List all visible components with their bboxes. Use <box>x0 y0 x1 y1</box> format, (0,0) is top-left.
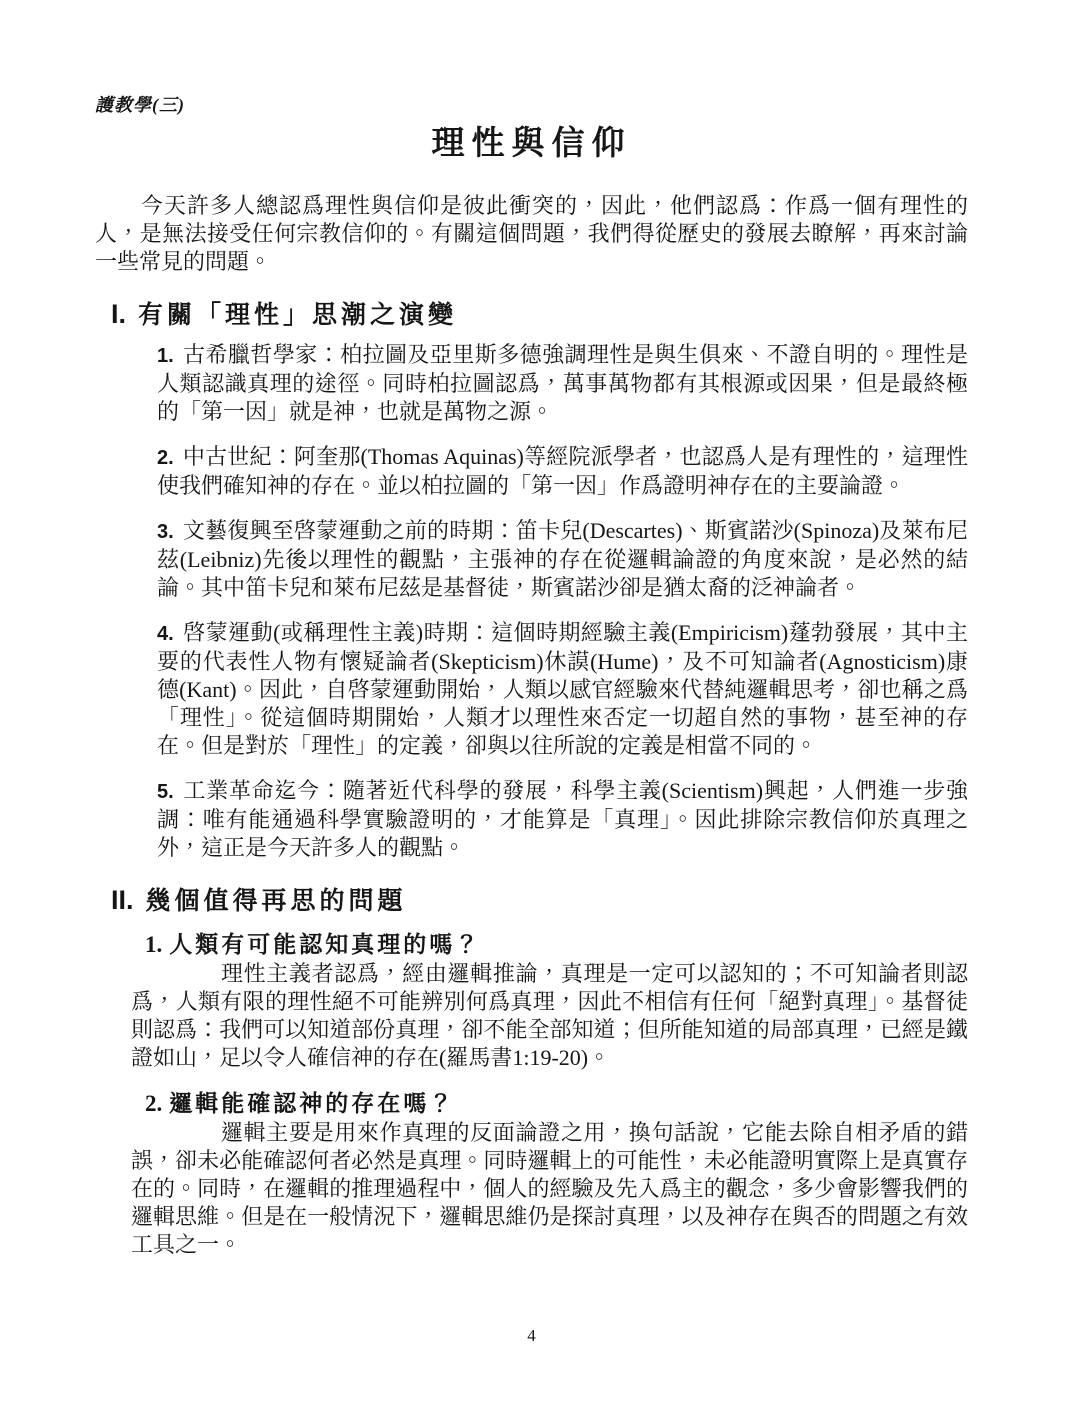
list-item <box>157 619 968 760</box>
subsection-body: 邏輯主要是用來作真理的反面論證之用，換句話說，它能去除自相矛盾的錯誤，卻未必能確認何者必然是真理。同時邏輯上的可能性，未必能證明實際上是真實存在的。同時，在邏輯的推理過程中，個人的經驗及先入爲主的觀念，多少會影響我們的邏輯思維。但是在一般情況下，邏輯思維仍是探討真理，以及神存在與否的問題之有效工具之一。 <box>131 1120 968 1257</box>
section-2-heading <box>111 884 968 918</box>
subsection-1-heading <box>145 930 968 960</box>
section-2-numeral: II. <box>111 885 134 915</box>
page-title: 理性與信仰 <box>431 126 632 162</box>
section-1-heading-text: 有關「理性」思潮之演變 <box>138 302 458 329</box>
item-number: 3. <box>157 521 174 543</box>
intro-paragraph: 今天許多人總認爲理性與信仰是彼此衝突的，因此，他們認爲：作爲一個有理性的人，是無法接受任何宗教信仰的。有關這個問題，我們得從歷史的發展去瞭解，再來討論一些常見的問題。 <box>95 193 968 274</box>
item-number: 5. <box>157 781 174 803</box>
item-text: 工業革命迄今：隨著近代科學的發展，科學主義(Scientism)興起，人們進一步強調：唯有能通過科學實驗證明的，才能算是「真理」。因此排除宗教信仰於真理之外，這正是今天許多人的觀點。 <box>157 778 968 860</box>
running-header: 護教學(三) <box>95 95 185 115</box>
subsection <box>95 1089 968 1259</box>
subsection-2-heading <box>145 1089 968 1119</box>
list-item <box>157 777 968 862</box>
item-text: 文藝復興至啓蒙運動之前的時期：笛卡兒(Descartes)、斯賓諾沙(Spinoza)及萊布尼茲(Leibniz)先後以理性的觀點，主張神的存在從邏輯論證的角度來說，是必然的結論。其中笛卡兒和萊布尼茲是基督徒，斯賓諾沙卻是猶太裔的泛神論者。 <box>157 518 968 600</box>
subsection-number: 2. <box>145 1091 163 1116</box>
section-1-numeral: I. <box>111 299 127 329</box>
subsection-number: 1. <box>145 932 163 957</box>
item-number: 4. <box>157 623 174 645</box>
item-text: 啓蒙運動(或稱理性主義)時期：這個時期經驗主義(Empiricism)蓬勃發展，其中主要的代表性人物有懷疑論者(Skepticism)休謨(Hume)，及不可知論者(Agnosticism)康德(Kant)。因此，自啓蒙運動開始，人類以感官經驗來代替純邏輯思考，卻也稱之爲「理性」。從這個時期開始，人類才以理性來否定一切超自然的事物，甚至神的存在。但是對於「理性」的定義，卻與以往所說的定義是相當不同的。 <box>157 620 968 758</box>
item-text: 古希臘哲學家：柏拉圖及亞里斯多德強調理性是與生俱來、不證自明的。理性是人類認識真理的途徑。同時柏拉圖認爲，萬事萬物都有其根源或因果，但是最終極的「第一因」就是神，也就是萬物之源。 <box>157 342 968 424</box>
section-1-heading <box>111 298 968 332</box>
list-item <box>157 517 968 602</box>
item-text: 中古世紀：阿奎那(Thomas Aquinas)等經院派學者，也認爲人是有理性的，這理性使我們確知神的存在。並以柏拉圖的「第一因」作爲證明神存在的主要論證。 <box>157 444 968 498</box>
subsection-body: 理性主義者認爲，經由邏輯推論，真理是一定可以認知的；不可知論者則認爲，人類有限的理性絕不可能辨別何爲真理，因此不相信有任何「絕對真理」。基督徒則認爲：我們可以知道部份真理，卻不能全部知道；但所能知道的局部真理，已經是鐵證如山，足以令人確信神的存在(羅馬書1:19-20)。 <box>131 961 968 1070</box>
item-number: 2. <box>157 447 174 469</box>
item-number: 1. <box>157 345 174 367</box>
section-2-heading-text: 幾個值得再思的問題 <box>145 888 407 915</box>
subsection <box>95 930 968 1072</box>
subsection-title: 人類有可能認知真理的嗎？ <box>169 932 482 957</box>
subsection-title: 邏輯能確認神的存在嗎？ <box>169 1091 456 1116</box>
list-item <box>157 341 968 426</box>
list-item <box>157 443 968 500</box>
page-number: 4 <box>527 1326 536 1345</box>
